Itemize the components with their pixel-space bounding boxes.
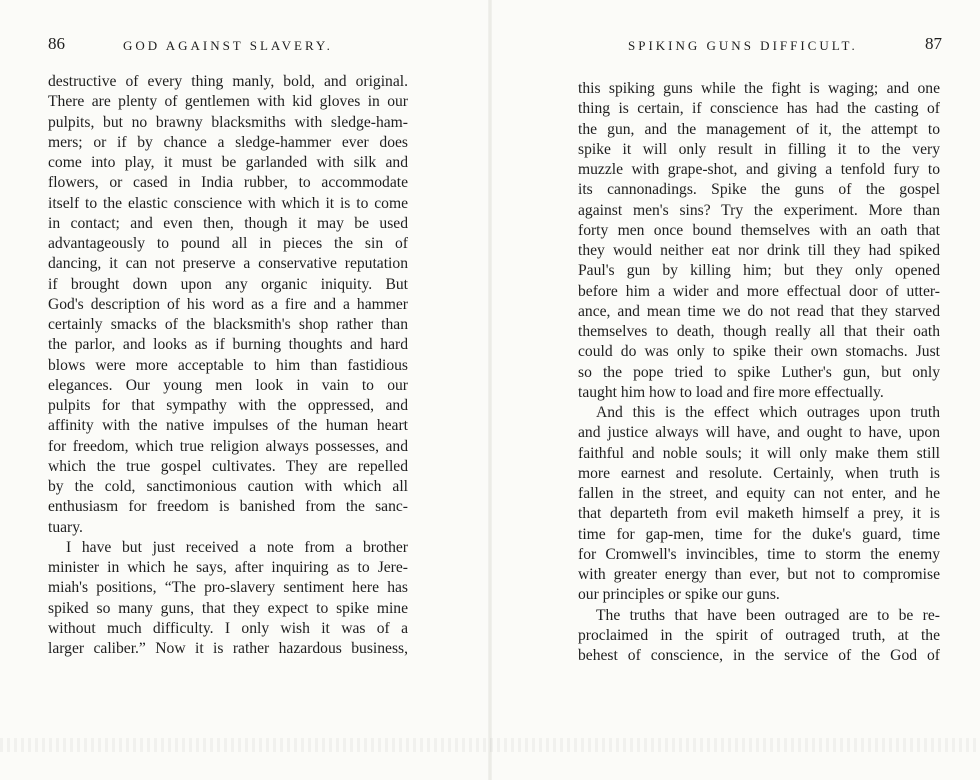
text-line: certainly smacks of the blacksmith's shop rather than <box>48 316 408 333</box>
text-line: themselves to death, though really all that their oath <box>578 323 940 340</box>
right-page-number: 87 <box>925 34 942 53</box>
text-line: thing is certain, if conscience has had the casting of <box>578 100 940 118</box>
text-line: affinity with the native impulses of the human heart <box>48 417 408 435</box>
text-line: without much difficulty. I only wish it was of a <box>48 619 408 637</box>
text-line: miah's positions, “The pro-slavery sentiment here has <box>48 579 408 597</box>
text-line: for Cromwell's invincibles, time to storm the enemy <box>578 545 940 563</box>
text-line: before him a wider and more effectual door of utter- <box>578 282 940 300</box>
text-line: more earnest and resolute. Certainly, when truth is <box>578 464 940 482</box>
text-line: dancing, it can not preserve a conservative reputation <box>48 255 408 273</box>
text-line: taught him how to load and fire more effectually. <box>578 383 884 401</box>
text-line: with greater energy than ever, but not to compromise <box>578 566 940 583</box>
text-line: if brought down upon any organic iniquity. But <box>48 275 408 293</box>
text-line: by the cold, sanctimonious caution with which all <box>48 478 408 495</box>
text-line: against men's sins? Try the experiment. More than <box>578 201 940 219</box>
text-line: the gun, and the management of it, the attempt to <box>578 120 940 138</box>
text-line: destructive of every thing manly, bold, and original. <box>48 73 408 90</box>
text-line: pulpits, but no brawny blacksmiths with sledge-ham- <box>48 113 408 131</box>
text-line: time for gap-men, time for the duke's guard, time <box>578 525 940 543</box>
text-line: forty men once bound themselves with an oath that <box>578 221 940 239</box>
right-running-head <box>580 34 942 60</box>
text-line: spike it will only result in filling it to the very <box>578 140 940 158</box>
text-line: mers; or if by chance a sledge-hammer ever does <box>48 133 408 151</box>
text-line: which the true gospel cultivates. They are repelled <box>48 457 408 475</box>
text-line: minister in which he says, after inquiring as to Jere- <box>48 559 408 576</box>
text-line: for freedom, which true religion always possesses, and <box>48 437 408 455</box>
text-line: our principles or spike our guns. <box>578 586 780 604</box>
right-body-text <box>578 79 940 666</box>
text-line: spiked so many guns, that they expect to spike mine <box>48 599 408 617</box>
text-line: its cannonadings. Spike the guns of the gospel <box>578 181 940 199</box>
right-page <box>490 0 980 780</box>
text-line: pulpits for that sympathy with the oppressed, and <box>48 397 408 414</box>
text-line: blows were more acceptable to him than fastidious <box>48 356 408 374</box>
text-line: fallen in the street, and equity can not enter, and he <box>578 485 940 502</box>
text-line: Paul's gun by killing him; but they only opened <box>578 262 940 280</box>
text-line: and justice always will have, and ought to have, upon <box>578 424 940 442</box>
text-line: itself to the elastic conscience with which it is to come <box>48 194 408 212</box>
left-running-title: GOD AGAINST SLAVERY. <box>123 38 333 53</box>
text-line: muzzle with grape-shot, and giving a tenfold fury to <box>578 161 940 178</box>
text-line: God's description of his word as a fire and a hammer <box>48 295 408 313</box>
text-line: I have but just received a note from a brother <box>66 538 408 556</box>
text-line: behest of conscience, in the service of the God of <box>578 647 940 664</box>
text-line: There are plenty of gentlemen with kid gloves in our <box>48 93 408 111</box>
text-line: enthusiasm for freedom is banished from the sanc- <box>48 498 408 516</box>
text-line: come into play, it must be garlanded with silk and <box>48 154 408 171</box>
text-line: tuary. <box>48 518 83 536</box>
text-line: And this is the effect which outrages upon truth <box>596 404 940 421</box>
text-line: The truths that have been outraged are to be re- <box>596 606 940 624</box>
text-line: faithful and noble souls; it will only make them still <box>578 444 940 462</box>
text-line: proclaimed in the spirit of outraged truth, at the <box>578 626 940 644</box>
text-line: flowers, or cased in India rubber, to accommodate <box>48 174 408 192</box>
text-line: larger caliber.” Now it is rather hazardous business, <box>48 640 408 657</box>
left-body-text <box>48 72 408 659</box>
text-line: they would neither eat nor drink till they had spiked <box>578 242 940 259</box>
left-running-head <box>48 34 438 60</box>
left-page-number: 86 <box>48 34 65 53</box>
text-line: so the pope tried to spike Luther's gun, but only <box>578 363 940 381</box>
text-line: could do was only to spike their own stomachs. Just <box>578 343 940 361</box>
text-line: advantageously to pound all in pieces the sin of <box>48 235 408 252</box>
text-line: the parlor, and looks as if burning thoughts and hard <box>48 336 408 354</box>
text-line: ance, and mean time we do not read that they starved <box>578 302 940 320</box>
text-line: this spiking guns while the fight is waging; and one <box>578 80 940 97</box>
text-line: elegances. Our young men look in vain to our <box>48 376 408 394</box>
scan-bottom-edge <box>0 738 980 752</box>
text-line: in contact; and even then, though it may be used <box>48 214 408 232</box>
text-line: that departeth from evil maketh himself a prey, it is <box>578 505 940 523</box>
right-running-title: SPIKING GUNS DIFFICULT. <box>628 38 858 53</box>
